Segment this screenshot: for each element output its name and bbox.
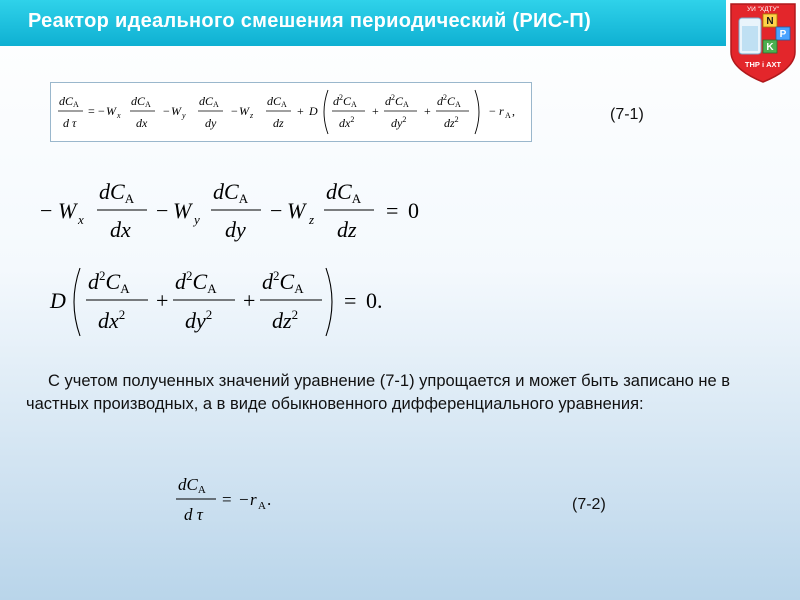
- svg-text:dy: dy: [205, 116, 217, 130]
- svg-text:−: −: [163, 104, 170, 118]
- svg-text:dCA: dCA: [99, 179, 135, 206]
- svg-text:=: =: [88, 104, 95, 118]
- svg-text:W: W: [58, 198, 77, 223]
- flask-beaker-logo-icon: [726, 0, 800, 84]
- svg-text:D: D: [309, 104, 318, 118]
- logo-top-text: УИ "ХДТУ": [746, 6, 780, 13]
- svg-text:+: +: [243, 288, 256, 313]
- svg-text:dCA: dCA: [178, 475, 206, 496]
- svg-text:d τ: d τ: [63, 116, 77, 130]
- svg-text:−: −: [489, 104, 496, 118]
- equation-7-1-box: [50, 82, 532, 142]
- title-bar: [0, 0, 726, 46]
- equation-number-7-1: (7-1): [610, 106, 644, 123]
- svg-text:x: x: [117, 111, 121, 120]
- svg-text:W: W: [239, 104, 249, 118]
- svg-text:−: −: [40, 198, 53, 223]
- svg-text:y: y: [194, 212, 200, 227]
- svg-text:d2CA: $d^2CA$: [385, 93, 409, 109]
- svg-text:y: y: [182, 111, 186, 120]
- svg-text:.: .: [267, 490, 272, 509]
- svg-text:dx2: $dx^2$: [339, 115, 355, 130]
- svg-text:d2CA: $d^2CA$: [88, 268, 130, 296]
- logo-letter-k: K: [766, 42, 774, 53]
- svg-text:r: r: [499, 104, 504, 118]
- svg-text:+: +: [297, 104, 304, 118]
- svg-text:−: −: [98, 104, 105, 118]
- svg-text:A: A: [258, 500, 266, 512]
- svg-text:dCA: dCA: [326, 179, 362, 206]
- svg-text:d2CA: $d^2CA$: [175, 268, 217, 296]
- svg-text:dCA: dCA: [199, 94, 219, 109]
- svg-text:dy: dy: [225, 217, 246, 242]
- svg-text:d2CA: $d^2CA$: [437, 93, 461, 109]
- svg-text:W: W: [171, 104, 181, 118]
- svg-text:dx: dx: [136, 116, 148, 130]
- svg-text:+: +: [424, 104, 431, 118]
- svg-text:D: D: [50, 288, 66, 313]
- logo-letter-n: N: [766, 16, 774, 27]
- svg-text:−: −: [156, 198, 169, 223]
- svg-text:−: −: [239, 490, 249, 509]
- svg-text:d τ: d τ: [184, 505, 203, 524]
- svg-text:dCA: dCA: [267, 94, 287, 109]
- svg-text:dy2: $dy^2$: [391, 115, 407, 130]
- svg-text:dz: dz: [337, 217, 357, 242]
- svg-text:z: z: [250, 111, 254, 120]
- svg-text:=: =: [344, 288, 357, 313]
- equation-number-7-2: (7-2): [572, 496, 606, 513]
- svg-text:W: W: [287, 198, 306, 223]
- svg-text:z: z: [309, 212, 315, 227]
- svg-text:,: ,: [512, 104, 515, 118]
- svg-text:d2CA: $d^2CA$: [333, 93, 357, 109]
- svg-text:0.: 0.: [366, 288, 383, 313]
- logo-bottom-text: ТНР і АХТ: [744, 60, 782, 69]
- svg-text:W: W: [173, 198, 192, 223]
- svg-text:d2CA: $d^2CA$: [262, 268, 304, 296]
- svg-text:dy2: $dy^2$: [185, 307, 213, 333]
- logo-letter-p: P: [779, 29, 787, 40]
- svg-text:+: +: [372, 104, 379, 118]
- svg-text:W: W: [106, 104, 116, 118]
- svg-text:dz: dz: [273, 116, 284, 130]
- svg-text:+: +: [156, 288, 169, 313]
- svg-text:0: 0: [408, 198, 419, 223]
- svg-text:dx: dx: [110, 217, 131, 242]
- svg-text:−: −: [231, 104, 238, 118]
- explanation-paragraph: С учетом полученных значений уравнение (7-1) упрощается и может быть записано не в частных производных, а в виде обыкновенного дифференциального уравнения:: [26, 372, 731, 413]
- svg-text:r: r: [250, 490, 257, 509]
- equation-7-1: [51, 83, 531, 141]
- svg-text:x: x: [78, 212, 84, 227]
- svg-text:dz2: $dz^2$: [444, 115, 459, 130]
- equation-7-2: [170, 468, 310, 528]
- svg-text:A: A: [505, 111, 511, 120]
- svg-text:=: =: [386, 198, 399, 223]
- slide-title: Реактор идеального смешения периодический (РИС-П): [28, 10, 592, 32]
- svg-text:dCA: dCA: [59, 94, 79, 109]
- svg-text:−: −: [270, 198, 283, 223]
- svg-text:dz2: $dz^2$: [272, 307, 299, 333]
- svg-text:=: =: [222, 490, 232, 509]
- svg-text:dx2: $dx^2$: [98, 307, 126, 333]
- svg-text:dCA: dCA: [213, 179, 249, 206]
- equation-diffusion-zero: [40, 262, 440, 342]
- equation-convective-zero: [30, 175, 450, 250]
- svg-text:dCA: dCA: [131, 94, 151, 109]
